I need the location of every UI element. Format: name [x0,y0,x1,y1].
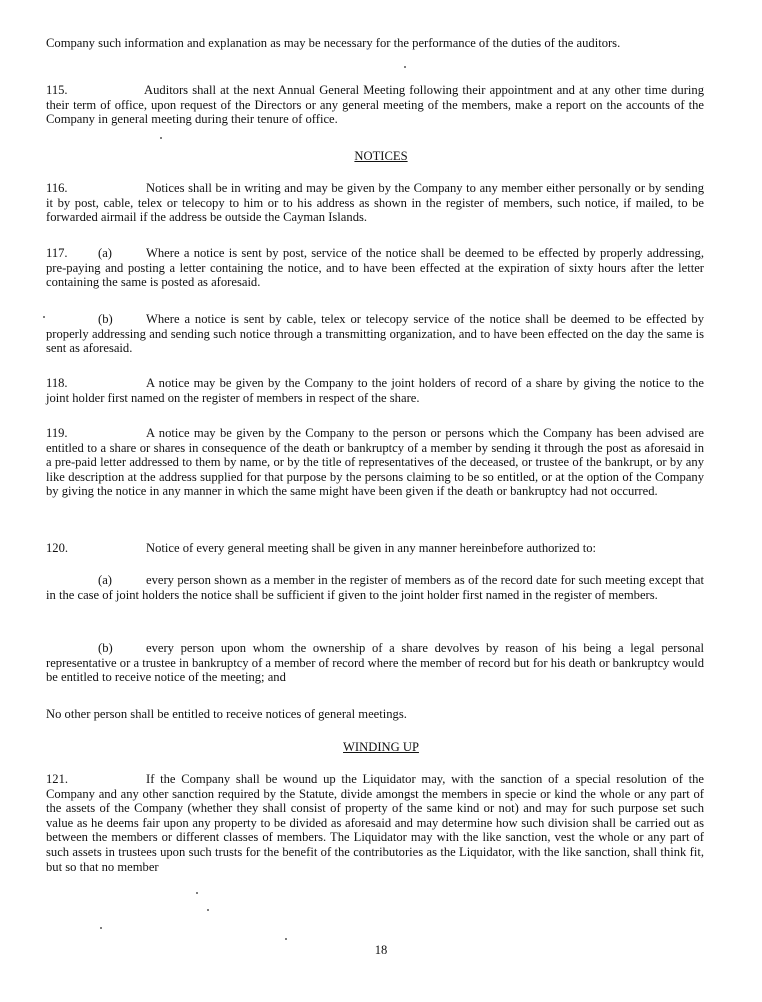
subparagraph-label: (a) [98,573,112,587]
scan-speck [404,66,406,68]
subparagraph-label: (b) [98,312,113,326]
subparagraph-label: (a) [98,246,112,260]
paragraph-text: Auditors shall at the next Annual General Meeting following their appointment and at any other time during their term of office, upon request of the Directors or any general meeting of the members, make a report on the accounts of the Company in general meeting during their tenure of office. [46,83,704,127]
section-heading-notices: NOTICES [354,149,408,163]
section-heading-winding-up: WINDING UP [343,740,419,754]
subparagraph-label: (b) [98,641,113,655]
paragraph-text: Where a notice is sent by post, service of the notice shall be deemed to be effected by properly addressing, pre-paying and posting a letter containing the notice, and to have been effected at the expiration of sixty hours after the letter containing the same is posted as aforesaid. [46,246,704,290]
paragraph-text: every person shown as a member in the register of members as of the record date for such meeting except that in the case of joint holders the notice shall be sufficient if given to the joint holder first named in the register of members. [46,573,704,602]
paragraph-116 [46,181,704,225]
scan-speck [207,909,209,911]
paragraph-117a [46,246,704,290]
paragraph-number: 121. [46,772,69,786]
scan-speck [196,892,198,894]
paragraph-text: Notices shall be in writing and may be given by the Company to any member either personally or by sending it by post, cable, telex or telecopy to him or to his address as shown in the register of members, such notice, if mailed, to be forwarded airmail if the address be outside the Cayman Islands. [46,181,704,225]
scan-speck [160,137,162,139]
paragraph-number: 119. [46,426,68,440]
paragraph-number: 117. [46,246,68,260]
paragraph-text: Notice of every general meeting shall be given in any manner hereinbefore authorized to: [146,541,597,555]
paragraph-text: A notice may be given by the Company to the joint holders of record of a share by giving the notice to the joint holder first named on the register of members in respect of the share. [46,376,704,405]
scan-speck [43,316,45,318]
paragraph-text: Where a notice is sent by cable, telex or telecopy service of the notice shall be deemed to be effected by properly addressing and sending such notice through a transmitting organization, and to have been effected on the day the same is sent as aforesaid. [46,312,704,356]
scan-speck [285,938,287,940]
page-number: 18 [374,943,388,957]
paragraph-115 [46,83,704,127]
closing-text: No other person shall be entitled to receive notices of general meetings. [46,707,407,721]
paragraph-120-closing [46,707,704,722]
continuation-paragraph [46,36,704,51]
paragraph-text: A notice may be given by the Company to the person or persons which the Company has been advised are entitled to a share or shares in consequence of the death or bankruptcy of a member by sending it through the post as aforesaid in a pre-paid letter addressed to them by name, or by the title of representatives of the deceased, or trustee of the bankrupt, or by any like description at the address supplied for that purpose by the persons claiming to be so entitled, or at the option of the Company by giving the notice in any manner in which the same might have been given if the death or bankruptcy had not occurred. [46,426,704,499]
paragraph-text: If the Company shall be wound up the Liquidator may, with the sanction of a special resolution of the Company and any other sanction required by the Statute, divide amongst the members in specie or kind the whole or any part of the assets of the Company (whether they shall consist of property of the same kind or not) and may for such purpose set such value as he deems fair upon any property to be divided as aforesaid and may determine how such division shall be carried out as between the members or different classes of members. The Liquidator may with the like sanction, vest the whole or any part of such assets in trustees upon such trusts for the benefit of the contributories as the Liquidator, with the like sanction, shall think fit, but so that no member [46,772,704,874]
paragraph-120a [46,573,704,602]
paragraph-number: 118. [46,376,68,390]
paragraph-118 [46,376,704,405]
paragraph-119 [46,426,704,499]
paragraph-number: 116. [46,181,68,195]
continuation-text: Company such information and explanation as may be necessary for the performance of the duties of the auditors. [46,36,621,50]
paragraph-text: every person upon whom the ownership of a share devolves by reason of his being a legal personal representative or a trustee in bankruptcy of a member of record where the member of record but for his death or bankruptcy would be entitled to receive notice of the meeting; and [46,641,704,685]
paragraph-number: 115. [46,83,68,97]
paragraph-number: 120. [46,541,69,555]
paragraph-120b [46,641,704,685]
scan-speck [100,927,102,929]
paragraph-117b [46,312,704,356]
paragraph-120 [46,541,704,556]
paragraph-121 [46,772,704,874]
